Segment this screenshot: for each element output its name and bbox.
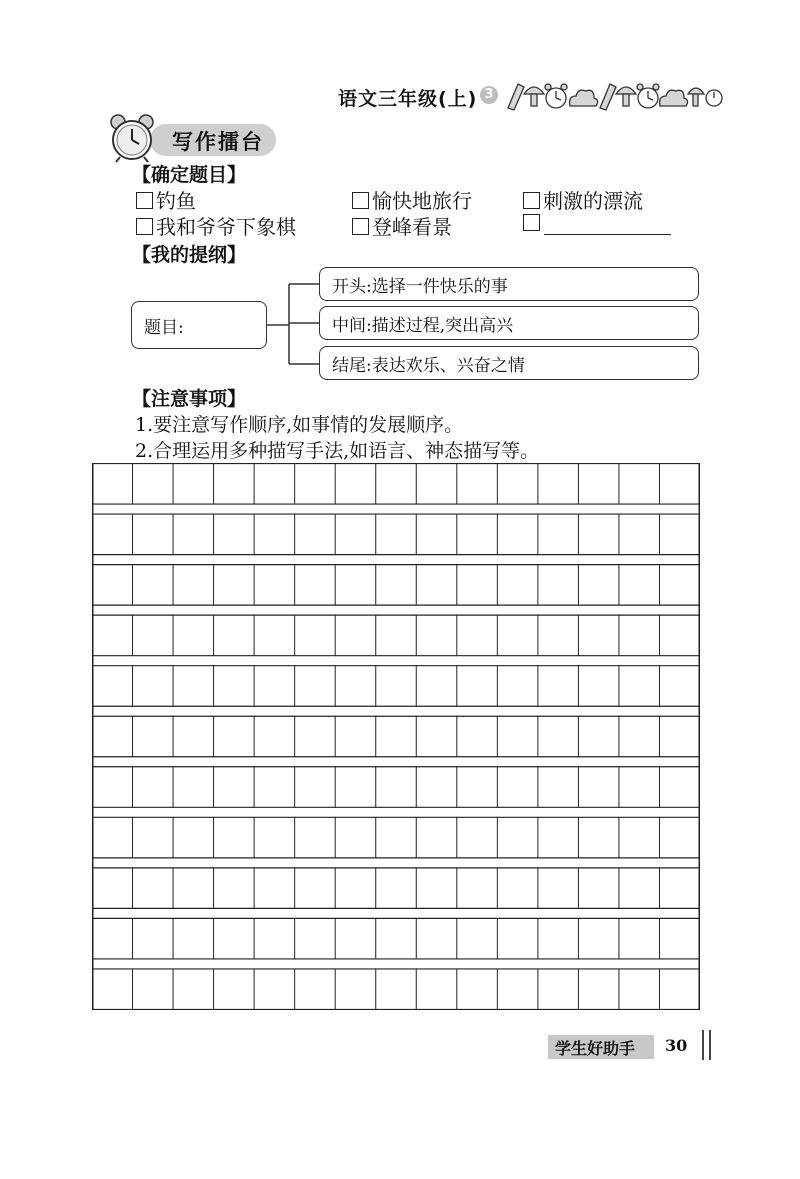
grid-row[interactable] (92, 665, 700, 707)
pencil-icon (508, 84, 524, 110)
alarm-clock-icon (104, 112, 160, 164)
grid-row[interactable] (92, 867, 700, 909)
topic-option-label: 刺激的漂流 (543, 189, 643, 213)
topic-option-label: 我和爷爷下象棋 (156, 215, 296, 239)
alarm-clock-icon (545, 84, 567, 108)
header-decoration-icons (504, 78, 724, 114)
checkbox[interactable] (523, 192, 540, 209)
topic-option-label: 愉快地旅行 (372, 189, 472, 213)
outline-topic-label: 题目: (144, 317, 184, 338)
grid-row[interactable] (92, 766, 700, 808)
grid-row[interactable] (92, 918, 700, 960)
custom-topic-blank[interactable] (544, 234, 671, 235)
footer-label: 学生好助手 (555, 1039, 636, 1058)
outline-part-box (319, 267, 699, 301)
topic-option[interactable] (136, 185, 196, 214)
grid-row[interactable] (92, 564, 700, 606)
outline-part-box (319, 306, 699, 340)
checkbox[interactable] (352, 192, 369, 209)
cloud-icon (570, 90, 598, 106)
mushroom-icon (616, 87, 636, 106)
grid-row[interactable] (92, 968, 700, 1010)
footer-bars-decoration (700, 1030, 716, 1060)
topic-option-custom[interactable] (523, 211, 543, 235)
topic-option-label: 钓鱼 (156, 189, 196, 213)
checkbox[interactable] (136, 218, 153, 235)
topics-heading: 【确定题目】 (132, 164, 247, 186)
grid-row[interactable] (92, 615, 700, 657)
topic-option-label: 登峰看景 (372, 215, 452, 239)
writing-grid[interactable] (92, 463, 700, 1010)
mushroom-icon (688, 88, 704, 106)
topic-option[interactable] (523, 185, 643, 214)
topic-option[interactable] (352, 211, 452, 240)
checkbox[interactable] (352, 218, 369, 235)
header-title: 语文三年级(上) (338, 88, 478, 110)
outline-part-text: 开头:选择一件快乐的事 (332, 276, 508, 297)
topic-option[interactable] (352, 185, 472, 214)
alarm-clock-icon (637, 84, 659, 108)
checkbox[interactable] (523, 214, 540, 231)
note-item: 2.合理运用多种描写手法,如语言、神态描写等。 (135, 440, 540, 462)
mushroom-icon (524, 87, 544, 106)
outline-part-text: 结尾:表达欢乐、兴奋之情 (332, 355, 525, 376)
outline-topic-box[interactable] (131, 301, 267, 349)
grid-row[interactable] (92, 817, 700, 859)
cloud-icon (660, 90, 688, 106)
notes-heading: 【注意事项】 (132, 388, 247, 410)
outline-heading: 【我的提纲】 (132, 244, 247, 266)
pencil-icon (600, 84, 616, 110)
volume-badge: 3 (480, 86, 498, 104)
grid-row[interactable] (92, 716, 700, 758)
section-title: 写作擂台 (172, 130, 264, 154)
outline-part-text: 中间:描述过程,突出高兴 (332, 315, 514, 336)
alarm-clock-icon (706, 90, 722, 106)
page-number: 30 (665, 1036, 688, 1055)
grid-row[interactable] (92, 514, 700, 556)
outline-part-box (319, 346, 699, 380)
checkbox[interactable] (136, 192, 153, 209)
topic-option[interactable] (136, 211, 296, 240)
note-item: 1.要注意写作顺序,如事情的发展顺序。 (135, 414, 464, 436)
grid-row[interactable] (92, 463, 700, 505)
